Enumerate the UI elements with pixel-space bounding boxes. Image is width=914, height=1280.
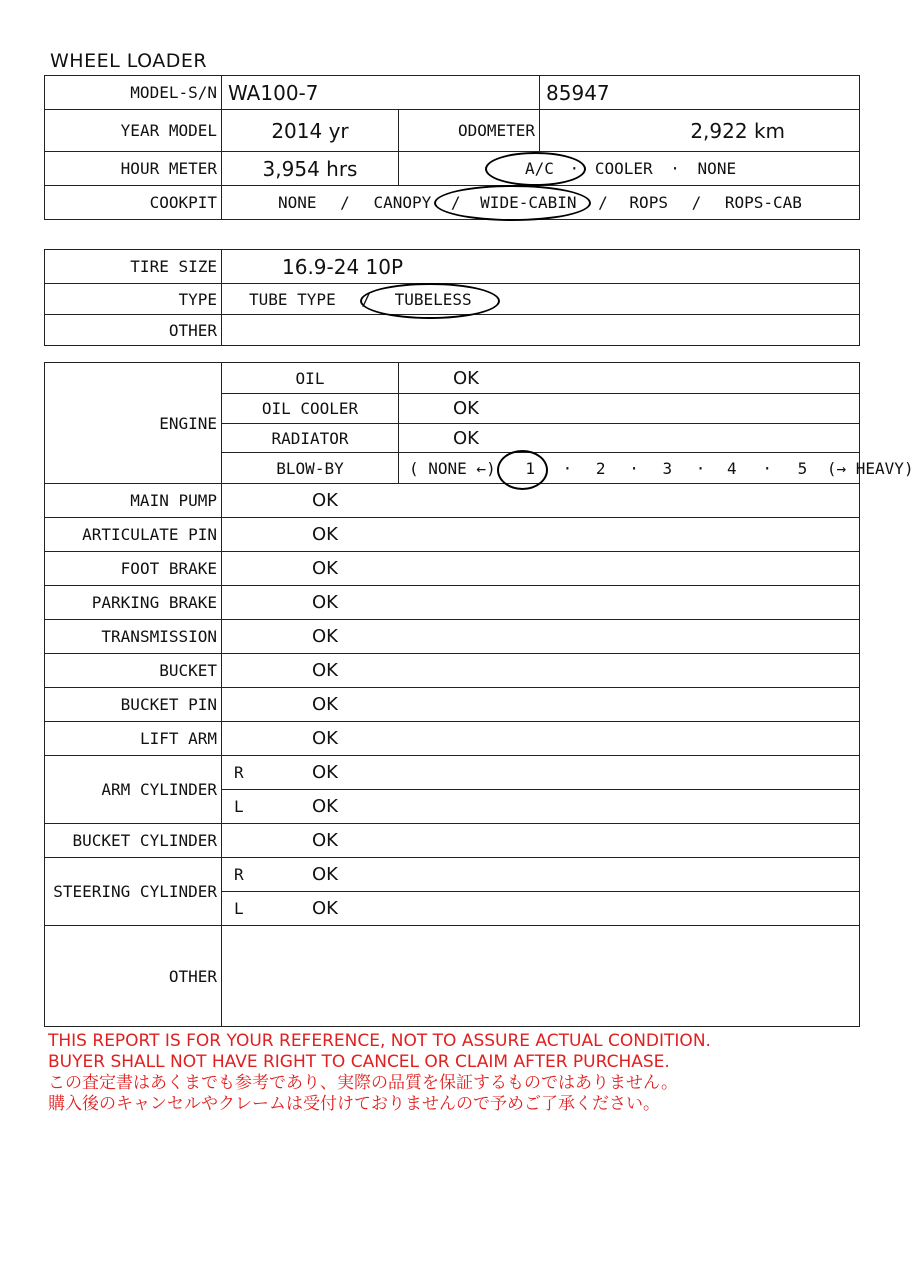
tire-type-option-tube: TUBE TYPE: [249, 289, 336, 309]
blowby-heavy: (→ HEAVY): [826, 458, 914, 478]
tire-table: [44, 249, 860, 346]
cockpit-option-wide-cabin: WIDE-CABIN: [480, 193, 577, 212]
hour-meter-value: 3,954 hrs: [222, 152, 399, 186]
steering-cylinder-r: [222, 858, 860, 892]
check-label: ARTICULATE PIN: [45, 518, 222, 552]
other-value: [222, 926, 860, 1027]
machine-info-table: [44, 75, 860, 220]
steering-cylinder-r-value: OK: [312, 864, 338, 885]
blowby-sep: ·: [695, 458, 706, 478]
model-value: WA100-7: [222, 76, 540, 110]
arm-cylinder-label: ARM CYLINDER: [45, 756, 222, 824]
engine-row-value: OK: [399, 394, 860, 424]
blowby-label: BLOW-BY: [222, 453, 399, 484]
tire-type-options: [222, 284, 860, 315]
check-value: OK: [222, 518, 860, 552]
check-value: OK: [222, 722, 860, 756]
side-l-label: L: [234, 899, 244, 918]
serial-value: 85947: [540, 76, 860, 110]
steering-cylinder-l-value: OK: [312, 898, 338, 919]
check-value: OK: [222, 620, 860, 654]
tire-size-label: TIRE SIZE: [45, 250, 222, 284]
ac-option-sep: ·: [670, 159, 680, 178]
steering-cylinder-label: STEERING CYLINDER: [45, 858, 222, 926]
engine-row-value: OK: [399, 363, 860, 394]
engine-label: ENGINE: [45, 363, 222, 484]
year-model-label: YEAR MODEL: [45, 110, 222, 152]
cockpit-label: COOKPIT: [45, 186, 222, 220]
tire-type-option-tubeless: TUBELESS: [394, 289, 472, 309]
check-value: OK: [222, 484, 860, 518]
cockpit-option-rops-cab: ROPS-CAB: [724, 193, 802, 212]
cockpit-sep: /: [691, 193, 702, 212]
tire-other-label: OTHER: [45, 315, 222, 346]
model-sn-label: MODEL-S/N: [45, 76, 222, 110]
cockpit-option-none: NONE: [278, 193, 317, 212]
engine-row-label: OIL COOLER: [222, 394, 399, 424]
check-value: OK: [222, 552, 860, 586]
check-value: OK: [222, 586, 860, 620]
blowby-level-3: 3: [662, 458, 673, 478]
engine-row-value: OK: [399, 424, 860, 453]
arm-cylinder-r: [222, 756, 860, 790]
disclaimer-line: BUYER SHALL NOT HAVE RIGHT TO CANCEL OR CLAIM AFTER PURCHASE.: [48, 1052, 670, 1072]
ac-option-sep: ·: [569, 159, 580, 178]
cockpit-sep: /: [340, 193, 350, 212]
blowby-sep: ·: [762, 458, 772, 478]
cockpit-options: [222, 186, 860, 220]
blowby-sep: ·: [629, 458, 639, 478]
disclaimer-line: 購入後のキャンセルやクレームは受付けておりませんので予めご了承ください。: [48, 1094, 660, 1114]
odometer-label: ODOMETER: [399, 110, 540, 152]
tire-type-sep: /: [361, 289, 371, 309]
cockpit-sep: /: [450, 193, 461, 212]
blowby-level-2: 2: [595, 458, 606, 478]
blowby-scale: [399, 453, 914, 484]
blowby-none: ( NONE ←): [409, 458, 496, 478]
disclaimer-line: THIS REPORT IS FOR YOUR REFERENCE, NOT TO ASSURE ACTUAL CONDITION.: [48, 1031, 711, 1051]
side-l-label: L: [234, 797, 244, 816]
check-value: OK: [222, 688, 860, 722]
arm-cylinder-r-value: OK: [312, 762, 338, 783]
ac-option-none: NONE: [697, 159, 737, 178]
arm-cylinder-l-value: OK: [312, 796, 338, 817]
steering-cylinder-l: [222, 892, 860, 926]
tire-other-value: [222, 315, 860, 346]
cockpit-option-rops: ROPS: [629, 193, 668, 212]
inspection-table: [44, 362, 914, 1027]
blowby-level-5: 5: [797, 458, 808, 478]
side-r-label: R: [234, 865, 244, 884]
check-label: BUCKET: [45, 654, 222, 688]
check-label: TRANSMISSION: [45, 620, 222, 654]
check-label: PARKING BRAKE: [45, 586, 222, 620]
other-label: OTHER: [45, 926, 222, 1027]
disclaimer-line: この査定書はあくまでも参考であり、実際の品質を保証するものではありません。: [48, 1073, 679, 1093]
hour-meter-label: HOUR METER: [45, 152, 222, 186]
check-value: OK: [222, 654, 860, 688]
check-label: BUCKET PIN: [45, 688, 222, 722]
tire-type-label: TYPE: [45, 284, 222, 315]
blowby-level-1: 1: [525, 458, 535, 478]
tire-size-value: 16.9-24 10P: [222, 250, 860, 284]
ac-options: [399, 152, 860, 186]
cockpit-sep: /: [598, 193, 608, 212]
cockpit-option-canopy: CANOPY: [373, 193, 432, 212]
engine-row-label: OIL: [222, 363, 399, 394]
disclaimer: [48, 1031, 711, 1115]
ac-option-cooler: COOLER: [594, 159, 653, 178]
bucket-cylinder-value: OK: [222, 824, 860, 858]
check-label: MAIN PUMP: [45, 484, 222, 518]
side-r-label: R: [234, 763, 244, 782]
check-label: LIFT ARM: [45, 722, 222, 756]
engine-row-label: RADIATOR: [222, 424, 399, 453]
odometer-value: 2,922 km: [540, 110, 860, 152]
ac-option-ac: A/C: [525, 159, 554, 178]
year-model-value: 2014 yr: [222, 110, 399, 152]
blowby-level-4: 4: [727, 458, 737, 478]
arm-cylinder-l: [222, 790, 860, 824]
check-label: FOOT BRAKE: [45, 552, 222, 586]
bucket-cylinder-label: BUCKET CYLINDER: [45, 824, 222, 858]
blowby-sep: ·: [562, 458, 573, 478]
page-title: WHEEL LOADER: [50, 50, 208, 72]
